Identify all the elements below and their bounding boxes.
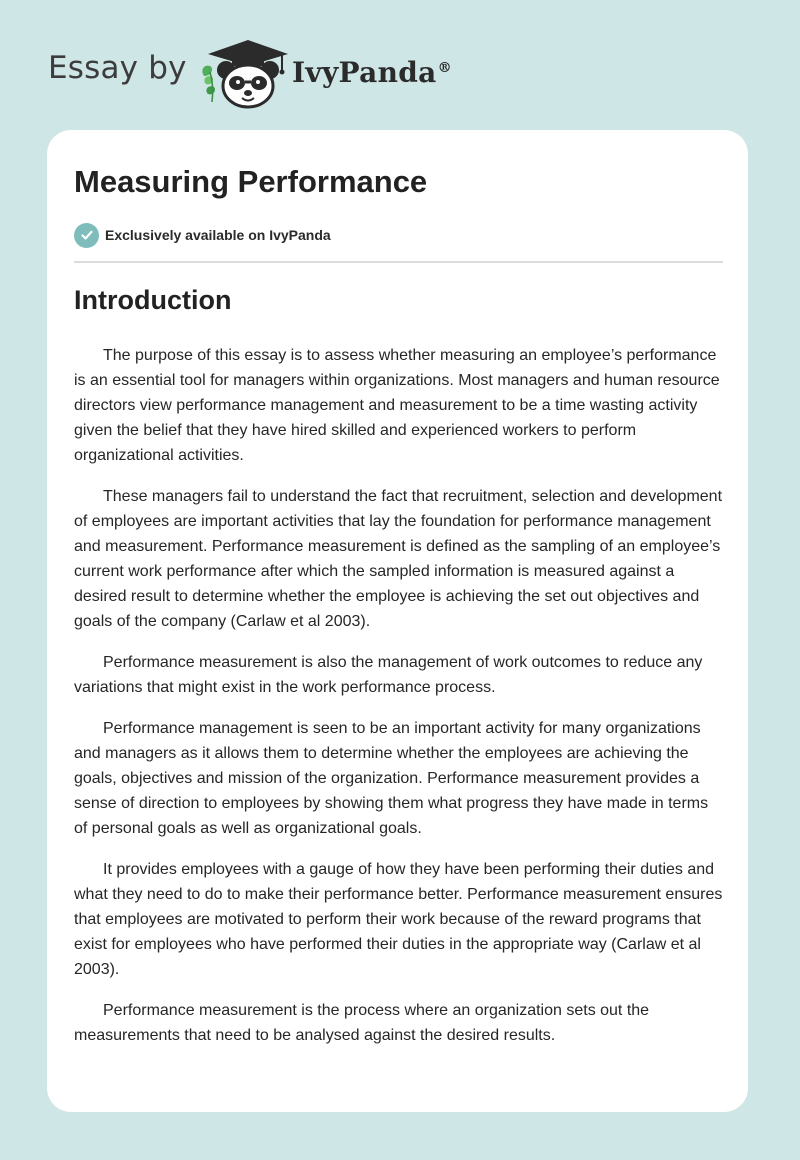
paragraph: These managers fail to understand the fact that recruitment, selection and development of employees are important activities that lay the foundation for performance management and measurement. Performance measurement is defined as the sampling of an employee’s current work performance after which the sampled information is measured against a desired result to determine whether the employee is achieving the set out objectives and goals of the company (Carlaw et al 2003). bbox=[74, 488, 723, 630]
essay-card bbox=[47, 130, 748, 1112]
check-circle-icon bbox=[74, 223, 99, 248]
exclusive-badge-text: Exclusively available on IvyPanda bbox=[105, 227, 331, 243]
paragraph: It provides employees with a gauge of how they have been performing their duties and what they need to do to make their performance better. Performance measurement ensures that employees are motivated to perform their work because of the reward programs that exist for employees who have performed their duties in the appropriate way (Carlaw et al 2003). bbox=[74, 861, 723, 978]
brand-name[interactable] bbox=[292, 56, 452, 89]
panda-graduate-logo-icon[interactable] bbox=[200, 36, 296, 110]
section-heading: Introduction bbox=[74, 285, 232, 315]
site-header bbox=[0, 0, 800, 130]
paragraph: The purpose of this essay is to assess whether measuring an employee’s performance is an essential tool for managers within organizations. Most managers and human resource directors view performance management and measurement to be a time wasting activity given the belief that they have hired skilled and experienced workers to perform organizational activities. bbox=[74, 347, 720, 464]
brand-name-text: IvyPanda bbox=[292, 56, 437, 89]
paragraph: Performance measurement is also the management of work outcomes to reduce any variations that might exist in the work performance process. bbox=[74, 654, 703, 696]
exclusive-badge bbox=[74, 222, 331, 248]
registered-mark: ® bbox=[437, 59, 452, 76]
essay-body bbox=[74, 343, 724, 1064]
essay-by-label: Essay by bbox=[48, 50, 187, 86]
paragraph: Performance management is seen to be an important activity for many organizations and managers as it allows them to determine whether the employees are achieving the goals, objectives and mission of the organization. Performance measurement provides a sense of direction to employees by showing them what progress they have made in terms of personal goals as well as organizational goals. bbox=[74, 720, 709, 837]
paragraph: Performance measurement is the process where an organization sets out the measurements that need to be analysed against the desired results. bbox=[74, 1002, 650, 1044]
page-title: Measuring Performance bbox=[74, 164, 428, 199]
title-divider bbox=[74, 261, 723, 263]
